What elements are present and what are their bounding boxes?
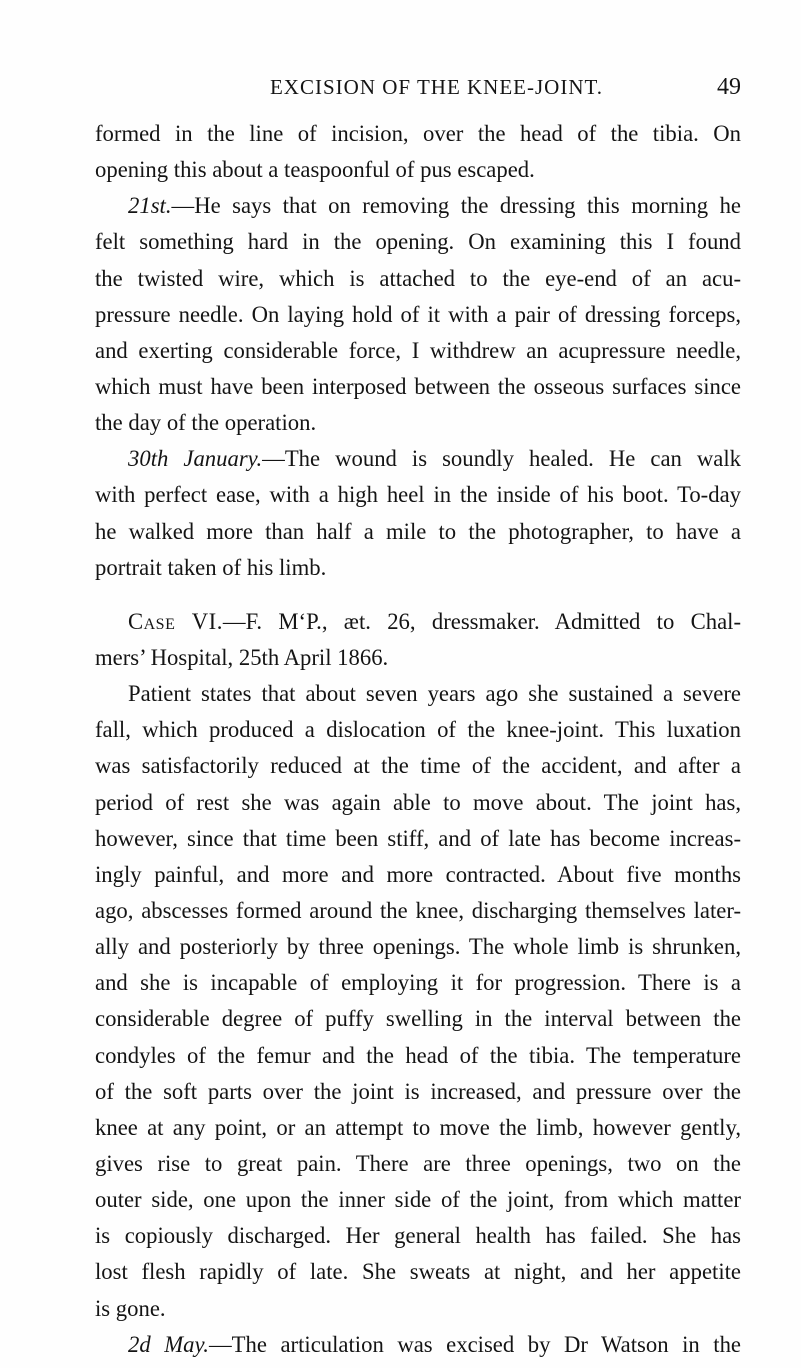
running-head: EXCISION OF THE KNEE-JOINT. — [269, 75, 604, 99]
text-line: formed in the line of incision, over the head of the tibia. On — [95, 121, 741, 146]
text-line: Patient states that about seven years ago she sustained a severe — [128, 681, 741, 707]
text-line: outer side, one upon the inner side of the joint, from which matter — [95, 1187, 741, 1213]
text-line: is copiously discharged. Her general health has failed. She has — [95, 1223, 741, 1249]
case-text: —F. M‘P., æt. 26, dressmaker. Admitted to Chal- — [222, 608, 742, 634]
text-line — [95, 441, 741, 477]
text-line: considerable degree of puffy swelling in the interval between the — [95, 1006, 741, 1032]
text-line — [95, 188, 741, 224]
text-line: ingly painful, and more and more contracted. About five months — [95, 861, 741, 887]
text-line: of the soft parts over the joint is increased, and pressure over the — [95, 1078, 741, 1104]
text-line: knee at any point, or an attempt to move the limb, however gently, — [95, 1114, 741, 1140]
text-line: portrait taken of his limb. — [95, 554, 327, 580]
text-line: period of rest she was again able to move about. The joint has, — [95, 789, 741, 815]
text-line — [95, 1327, 741, 1363]
entry-date: 30th January. — [128, 446, 263, 472]
text-line: the twisted wire, which is attached to the eye-end of an acu- — [95, 265, 741, 291]
text-line: opening this about a teaspoonful of pus escaped. — [95, 157, 535, 183]
text-line: gives rise to great pain. There are three openings, two on the — [95, 1150, 741, 1176]
entry-date: 2d May. — [128, 1331, 209, 1357]
text-line: which must have been interposed between the osseous surfaces since — [95, 373, 741, 399]
text-line: condyles of the femur and the head of the tibia. The temperature — [95, 1042, 741, 1068]
text-line: felt something hard in the opening. On examining this I found — [95, 229, 741, 255]
text-line: ally and posteriorly by three openings. The whole limb is shrunken, — [95, 934, 741, 960]
entry-text: —The articulation was excised by Dr Watson in the — [208, 1331, 741, 1357]
text-line: and she is incapable of employing it for progression. There is a — [95, 970, 741, 996]
case-heading: Case VI. — [128, 608, 223, 634]
text-line: with perfect ease, with a high heel in the inside of his boot. To-day — [95, 482, 741, 508]
text-line: lost flesh rapidly of late. She sweats at night, and her appetite — [95, 1259, 741, 1285]
text-line: the day of the operation. — [95, 410, 317, 436]
text-line: is gone. — [95, 1295, 166, 1321]
text-line: he walked more than half a mile to the photographer, to have a — [95, 518, 741, 544]
text-line: mers’ Hospital, 25th April 1866. — [95, 644, 389, 670]
entry-text: —He says that on removing the dressing this morning he — [171, 193, 741, 219]
entry-text: —The wound is soundly healed. He can walk — [262, 446, 741, 472]
text-line: fall, which produced a dislocation of the knee-joint. This luxation — [95, 717, 741, 743]
entry-date: 21st. — [128, 193, 172, 219]
text-line: however, since that time been stiff, and of late has become increas- — [95, 825, 741, 851]
text-line: was satisfactorily reduced at the time of the accident, and after a — [95, 753, 741, 779]
body-text — [95, 116, 741, 1363]
text-line: ago, abscesses formed around the knee, discharging themselves later- — [95, 897, 741, 923]
text-line — [95, 604, 741, 640]
page-number: 49 — [717, 74, 741, 100]
page-header — [92, 71, 741, 103]
text-line: pressure needle. On laying hold of it with a pair of dressing forceps, — [95, 301, 741, 327]
text-line: and exerting considerable force, I withdrew an acupressure needle, — [95, 337, 741, 363]
